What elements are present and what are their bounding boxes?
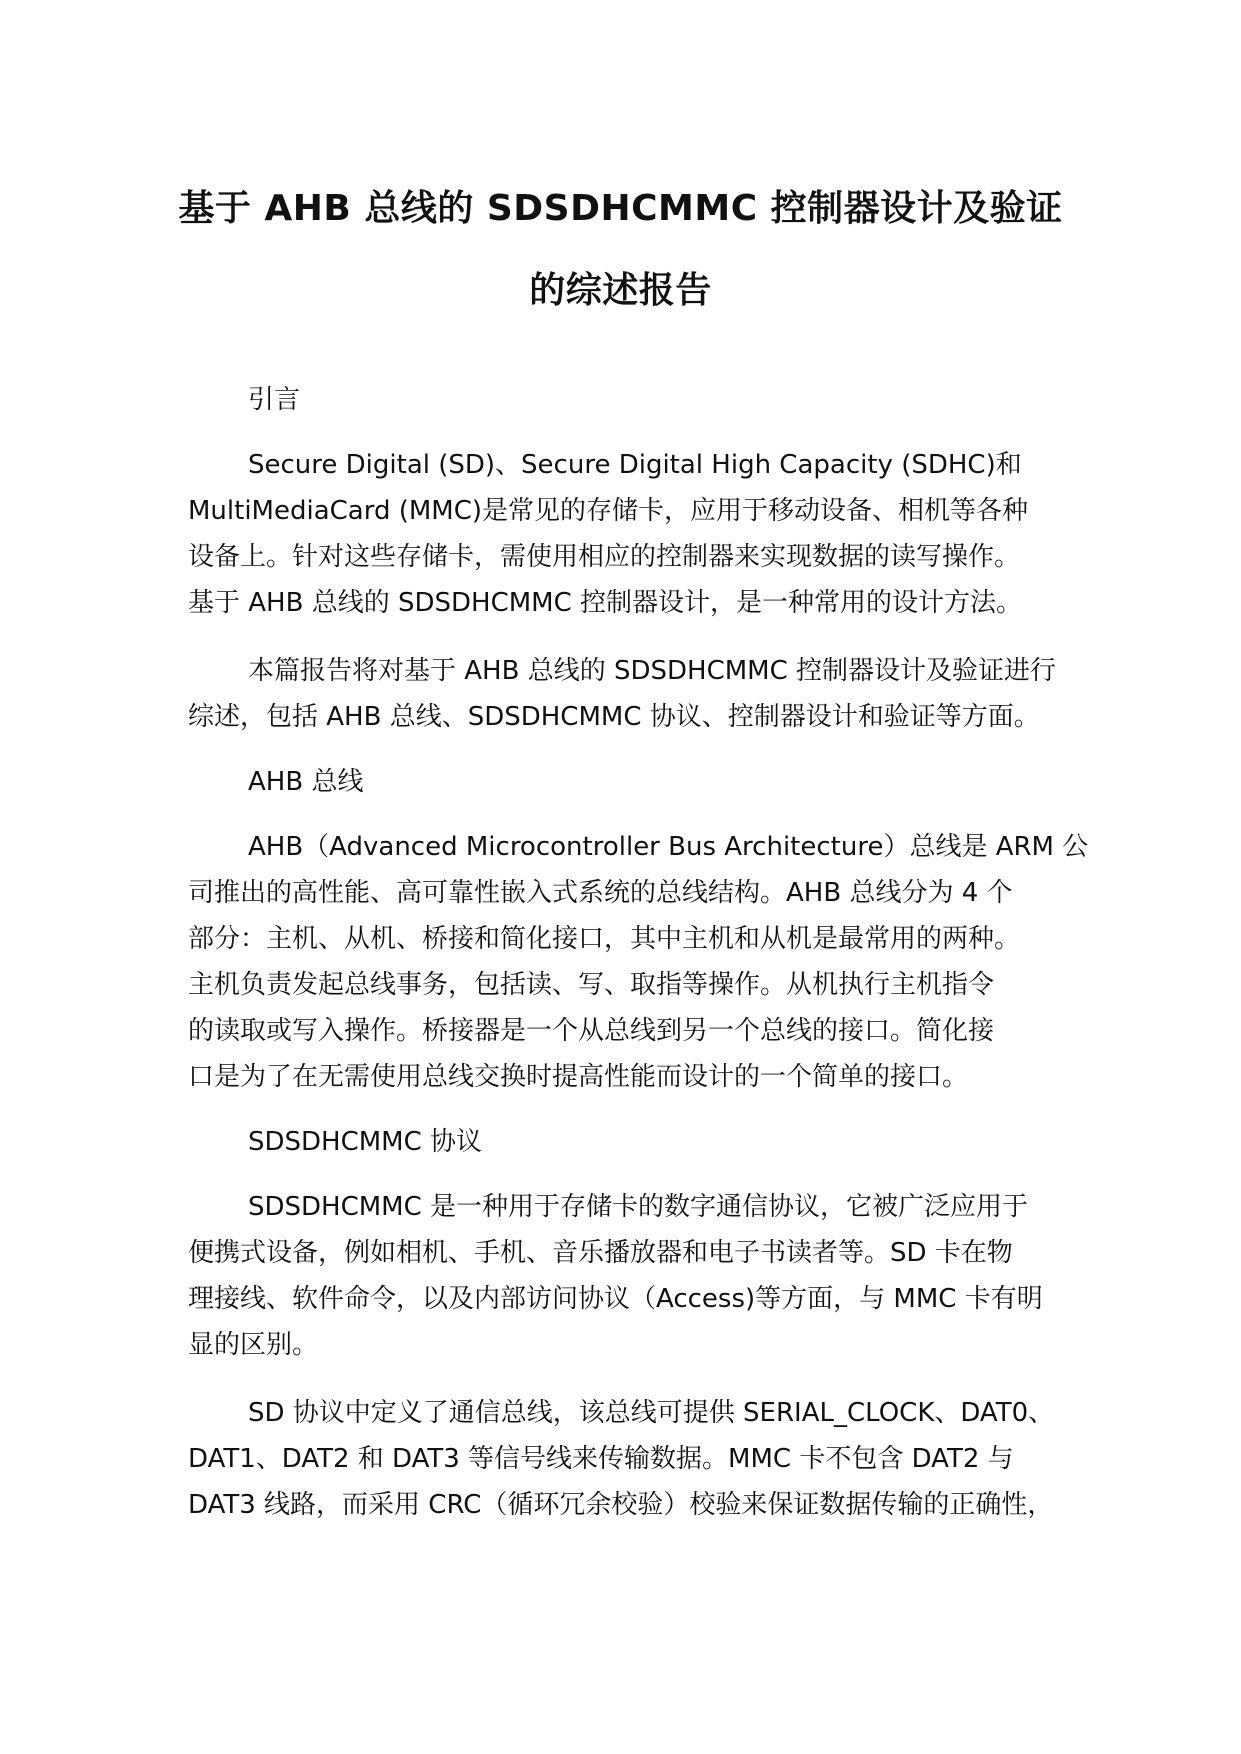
paragraph-line: Secure Digital (SD)、Secure Digital High Capacity (SDHC)和	[248, 450, 1022, 480]
document-title-line-2: 的综述报告	[529, 270, 712, 311]
paragraph-protocol-2	[188, 1390, 1078, 1528]
paragraph-line: 基于 AHB 总线的 SDSDHCMMC 控制器设计，是一种常用的设计方法。	[188, 588, 1023, 618]
document-title-line-1: 基于 AHB 总线的 SDSDHCMMC 控制器设计及验证	[178, 188, 1063, 229]
paragraph-line: AHB（Advanced Microcontroller Bus Architecture）总线是 ARM 公	[248, 832, 1089, 862]
paragraph-protocol-1	[188, 1184, 1078, 1368]
paragraph-line: DAT1、DAT2 和 DAT3 等信号线来传输数据。MMC 卡不包含 DAT2 与	[188, 1444, 1014, 1474]
paragraph-line: 设备上。针对这些存储卡，需使用相应的控制器来实现数据的读写操作。	[188, 542, 1021, 572]
paragraph-line: 综述，包括 AHB 总线、SDSDHCMMC 协议、控制器设计和验证等方面。	[188, 702, 1040, 732]
paragraph-line: 的读取或写入操作。桥接器是一个从总线到另一个总线的接口。简化接	[188, 1016, 995, 1046]
section-heading-protocol: SDSDHCMMC 协议	[248, 1127, 483, 1157]
paragraph-intro-1	[188, 442, 1078, 626]
paragraph-line: 本篇报告将对基于 AHB 总线的 SDSDHCMMC 控制器设计及验证进行	[248, 656, 1057, 686]
paragraph-line: 部分：主机、从机、桥接和简化接口，其中主机和从机是最常用的两种。	[188, 924, 1021, 954]
paragraph-line: SD 协议中定义了通信总线，该总线可提供 SERIAL_CLOCK、DAT0、	[248, 1398, 1055, 1428]
paragraph-line: 理接线、软件命令，以及内部访问协议（Access)等方面，与 MMC 卡有明	[188, 1284, 1043, 1314]
paragraph-intro-2	[188, 648, 1078, 740]
paragraph-line: SDSDHCMMC 是一种用于存储卡的数字通信协议，它被广泛应用于	[248, 1192, 1029, 1222]
paragraph-line: 显的区别。	[188, 1330, 319, 1360]
section-heading-ahb: AHB 总线	[248, 767, 364, 797]
paragraph-ahb	[188, 824, 1089, 1100]
paragraph-line: 主机负责发起总线事务，包括读、写、取指等操作。从机执行主机指令	[188, 970, 995, 1000]
paragraph-line: 口是为了在无需使用总线交换时提高性能而设计的一个简单的接口。	[188, 1062, 969, 1092]
paragraph-line: MultiMediaCard (MMC)是常见的存储卡，应用于移动设备、相机等各种	[188, 496, 1029, 526]
paragraph-line: 便携式设备，例如相机、手机、音乐播放器和电子书读者等。SD 卡在物	[188, 1238, 1013, 1268]
document-body	[188, 380, 1089, 1550]
paragraph-line: 司推出的高性能、高可靠性嵌入式系统的总线结构。AHB 总线分为 4 个	[188, 878, 1013, 908]
paragraph-line: DAT3 线路，而采用 CRC（循环冗余校验）校验来保证数据传输的正确性，	[188, 1490, 1054, 1520]
section-heading-intro: 引言	[248, 385, 301, 415]
